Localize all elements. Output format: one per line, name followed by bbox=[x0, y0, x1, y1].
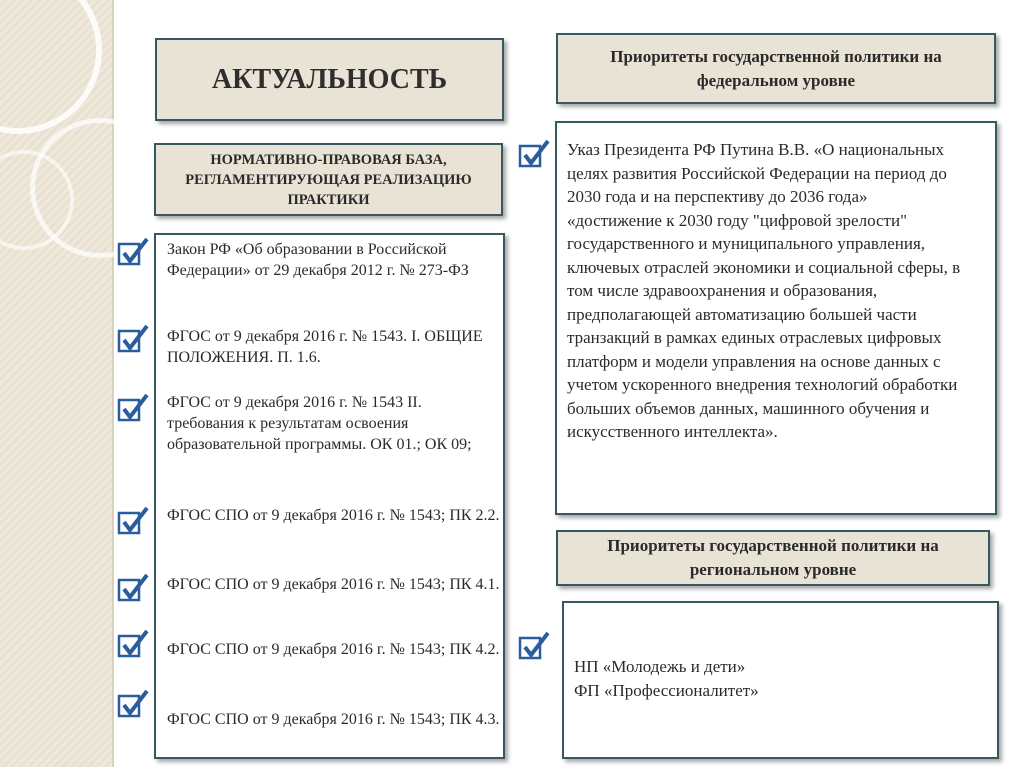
federal-priorities-title-box bbox=[556, 33, 996, 104]
regional-project-line: ФП «Профессионалитет» bbox=[574, 680, 759, 700]
federal-decree: Указ Президента РФ Путина В.В. «О национальных целях развития Российской Федерации на период до 2030 года и на перспективу до 2036 года» bbox=[567, 140, 947, 206]
checkbox-check-icon bbox=[116, 392, 150, 422]
checkbox-check-icon bbox=[116, 572, 150, 602]
list-item: ФГОС СПО от 9 декабря 2016 г. № 1543; ПК 4.1. bbox=[167, 576, 500, 593]
checkbox-check-icon bbox=[116, 323, 150, 353]
section-subtitle: НОРМАТИВНО-ПРАВОВАЯ БАЗА, РЕГЛАМЕНТИРУЮЩАЯ РЕАЛИЗАЦИЮ ПРАКТИКИ bbox=[185, 151, 472, 208]
page-title: АКТУАЛЬНОСТЬ bbox=[211, 63, 448, 95]
federal-priorities-box bbox=[555, 121, 997, 515]
regulatory-list-box bbox=[154, 233, 505, 759]
main-title-box bbox=[155, 38, 504, 121]
federal-goal-quote: «достижение к 2030 году "цифровой зрелости" государственного и муниципального управления, ключевых отраслей экономики и социальной сферы, в том числе здравоохранения и образования, предполагающей автоматизацию большей части транзакций в рамках единых отраслевых цифровых платформ и модели управления на основе данных с учетом ускоренного внедрения технологий обработки больших объемов данных, машинного обучения и искусственного интеллекта». bbox=[567, 210, 961, 441]
federal-priorities-title: Приоритеты государственной политики на федеральном уровне bbox=[610, 46, 942, 90]
regional-priorities-box bbox=[562, 601, 999, 759]
list-item: ФГОС от 9 декабря 2016 г. № 1543 II. требования к результатам освоения образовательной программы. ОК 01.; ОК 09; bbox=[167, 394, 472, 453]
list-item: Закон РФ «Об образовании в Российской Федерации» от 29 декабря 2012 г. № 273-ФЗ bbox=[167, 241, 469, 279]
side-divider bbox=[112, 0, 114, 767]
regional-project-line: НП «Молодежь и дети» bbox=[574, 657, 746, 676]
regional-priorities-title: Приоритеты государственной политики на региональном уровне bbox=[607, 536, 939, 579]
list-item: ФГОС СПО от 9 декабря 2016 г. № 1543; ПК 4.3. bbox=[167, 711, 500, 728]
list-item: ФГОС СПО от 9 декабря 2016 г. № 1543; ПК 4.2. bbox=[167, 641, 500, 658]
checkbox-check-icon bbox=[116, 505, 150, 535]
list-item: ФГОС СПО от 9 декабря 2016 г. № 1543; ПК 2.2. bbox=[167, 507, 500, 524]
checkbox-check-icon bbox=[517, 138, 551, 168]
checkbox-check-icon bbox=[116, 628, 150, 658]
subtitle-box bbox=[154, 143, 503, 216]
list-item: ФГОС от 9 декабря 2016 г. № 1543. I. ОБЩИЕ ПОЛОЖЕНИЯ. П. 1.6. bbox=[167, 328, 483, 366]
checkbox-check-icon bbox=[116, 688, 150, 718]
regional-priorities-title-box bbox=[556, 530, 990, 586]
checkbox-check-icon bbox=[116, 236, 150, 266]
checkbox-check-icon bbox=[517, 630, 551, 660]
